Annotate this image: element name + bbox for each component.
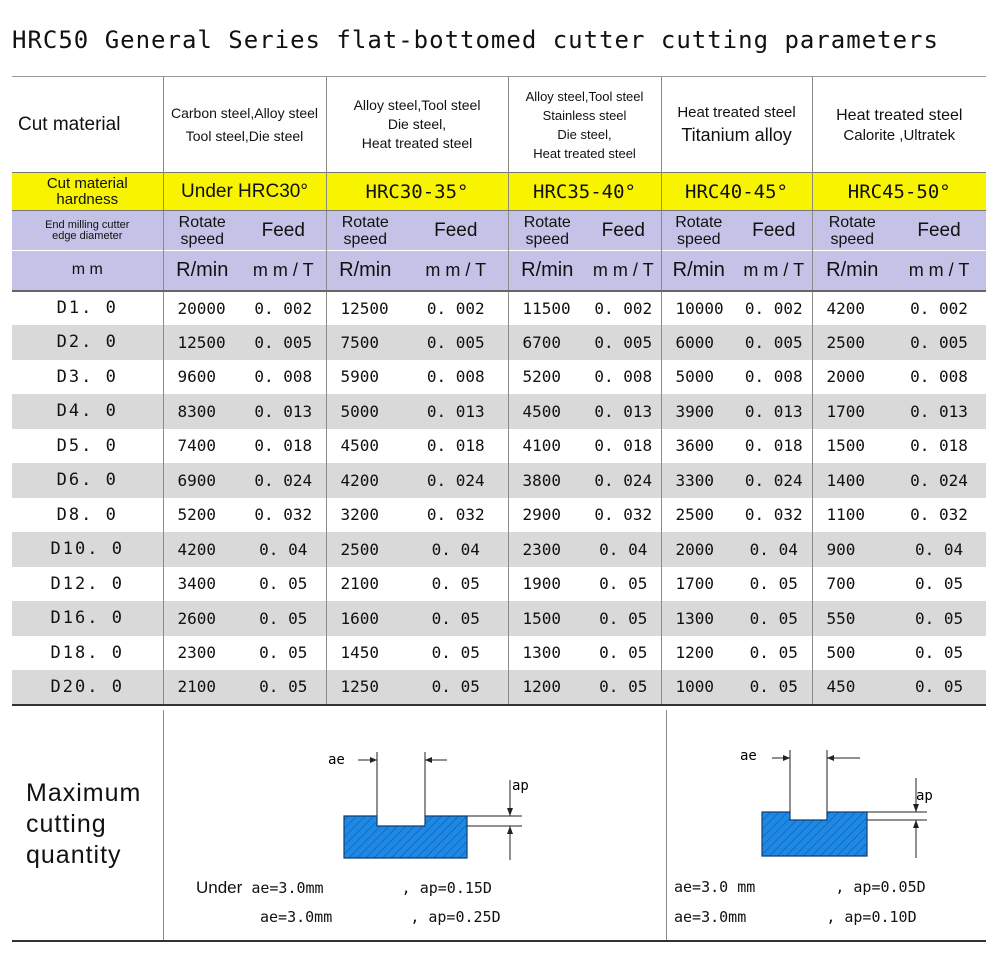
formula-ap: , ap=0.10D xyxy=(826,908,917,926)
feed-cell: 0. 05 xyxy=(259,643,308,663)
formula-left-1 xyxy=(196,878,492,898)
feed-cell: 0. 018 xyxy=(426,436,485,456)
feed-cell: 0. 032 xyxy=(254,505,313,525)
diameter-cell: D5. 0 xyxy=(56,435,118,456)
rotate-speed-cell: 1250 xyxy=(326,670,404,705)
material-group-4 xyxy=(661,77,812,173)
table-row xyxy=(12,429,986,464)
material-line: Heat treated steel xyxy=(533,145,636,161)
material-group-3 xyxy=(508,77,661,173)
rotate-speed-cell: 1500 xyxy=(508,601,586,636)
rotate-speed-cell: 12500 xyxy=(326,291,404,326)
rotate-speed-cell: 1000 xyxy=(661,670,736,705)
feed-header: Feed xyxy=(404,211,508,251)
unit-rpm: R/min xyxy=(508,251,586,291)
rotate-speed-cell: 12500 xyxy=(163,325,241,360)
rotate-speed-header: Rotate speed xyxy=(508,211,586,251)
rotate-speed-header: Rotate speed xyxy=(661,211,736,251)
feed-cell: 0. 024 xyxy=(241,463,326,498)
parameters-table-wrap xyxy=(12,76,986,706)
feed-cell: 0. 005 xyxy=(241,325,326,360)
feed-cell: 0. 04 xyxy=(404,532,508,567)
hardness-value: HRC40-45° xyxy=(661,173,812,211)
feed-cell: 0. 013 xyxy=(736,394,812,429)
rotate-speed-cell: 4200 xyxy=(163,532,241,567)
feed-cell: 0. 04 xyxy=(736,532,812,567)
rotate-speed-cell: 4100 xyxy=(508,429,586,464)
rotate-speed-cell: 3900 xyxy=(661,394,736,429)
max-cutting-section xyxy=(12,710,986,942)
feed-cell: 0. 05 xyxy=(586,670,661,705)
feed-cell: 0. 002 xyxy=(426,298,485,318)
feed-cell: 0. 024 xyxy=(892,463,986,498)
rotate-speed-cell: 1100 xyxy=(812,498,892,533)
feed-cell: 0. 05 xyxy=(892,670,986,705)
unit-rpm: R/min xyxy=(812,251,892,291)
cut-diagram-left xyxy=(322,740,532,870)
rotate-speed-cell: 1300 xyxy=(661,601,736,636)
material-row xyxy=(12,77,986,173)
feed-cell: 0. 002 xyxy=(744,298,803,318)
rotate-speed-cell: 2500 xyxy=(661,498,736,533)
diameter-cell: D18. 0 xyxy=(50,642,124,663)
rotate-speed-cell: 1200 xyxy=(661,636,736,671)
formula-ap: , ap=0.15D xyxy=(401,879,492,897)
feed-cell: 0. 032 xyxy=(426,505,485,525)
feed-cell: 0. 05 xyxy=(736,670,812,705)
rotate-speed-header: Rotate speed xyxy=(812,211,892,251)
rotate-speed-cell: 1500 xyxy=(812,429,892,464)
diameter-cell: D12. 0 xyxy=(50,573,124,594)
feed-cell: 0. 018 xyxy=(254,436,313,456)
rotate-speed-cell: 3200 xyxy=(326,498,404,533)
rotate-speed-cell: 6700 xyxy=(508,325,586,360)
hardness-label: Cut material hardness xyxy=(12,173,163,211)
feed-cell: 0. 05 xyxy=(431,643,480,663)
rotate-speed-cell: 5900 xyxy=(326,360,404,395)
feed-cell: 0. 05 xyxy=(599,574,648,594)
workpiece-block xyxy=(344,816,467,858)
unit-rpm: R/min xyxy=(326,251,404,291)
feed-cell: 0. 05 xyxy=(599,643,648,663)
feed-cell: 0. 05 xyxy=(241,601,326,636)
max-cutting-label-line: quantity xyxy=(26,841,122,869)
diameter-cell: D2. 0 xyxy=(12,325,163,360)
feed-cell: 0. 002 xyxy=(594,298,653,318)
material-line: Calorite ,Ultratek xyxy=(843,126,956,144)
formula-left-2 xyxy=(260,908,501,926)
feed-cell: 0. 05 xyxy=(259,574,308,594)
formula-ae: ae=3.0mm xyxy=(260,908,333,926)
rotate-speed-cell: 8300 xyxy=(163,394,241,429)
unit-feed: m m / T xyxy=(736,251,812,291)
hardness-value: HRC35-40° xyxy=(508,173,661,211)
feed-cell: 0. 05 xyxy=(241,670,326,705)
feed-header: Feed xyxy=(586,211,661,251)
workpiece-block xyxy=(762,812,867,856)
rotate-speed-cell: 1300 xyxy=(508,636,586,671)
rotate-speed-cell: 4500 xyxy=(326,429,404,464)
diameter-cell: D4. 0 xyxy=(12,394,163,429)
rotate-speed-header: Rotate speed xyxy=(163,211,241,251)
material-line: Carbon steel,Alloy steel xyxy=(170,104,319,121)
formula-ap: , ap=0.05D xyxy=(835,878,926,896)
formula-ae: ae=3.0 mm xyxy=(674,878,756,896)
rotate-speed-cell: 550 xyxy=(812,601,892,636)
feed-cell: 0. 005 xyxy=(586,325,661,360)
rotate-speed-cell: 3300 xyxy=(661,463,736,498)
rotate-speed-cell: 500 xyxy=(812,636,892,671)
max-cutting-label-line: cutting xyxy=(26,810,107,838)
feed-cell: 0. 05 xyxy=(404,670,508,705)
diameter-cell: D6. 0 xyxy=(12,463,163,498)
rotate-speed-cell: 900 xyxy=(812,532,892,567)
rotate-speed-cell: 2000 xyxy=(812,360,892,395)
feed-cell: 0. 05 xyxy=(404,601,508,636)
rotate-speed-cell: 2500 xyxy=(326,532,404,567)
material-line: Heat treated steel xyxy=(677,104,796,121)
feed-cell: 0. 013 xyxy=(241,394,326,429)
feed-cell: 0. 008 xyxy=(744,367,803,387)
rotate-speed-cell: 1450 xyxy=(326,636,404,671)
rotate-speed-cell: 1200 xyxy=(508,670,586,705)
table-row xyxy=(12,291,986,326)
unit-mm: m m xyxy=(12,251,163,291)
rotate-speed-cell: 2000 xyxy=(661,532,736,567)
table-row xyxy=(12,532,986,567)
rotate-speed-cell: 3400 xyxy=(163,567,241,602)
max-cutting-label-line: Maximum xyxy=(26,779,142,807)
formula-ae: ae=3.0mm xyxy=(674,908,747,926)
feed-cell: 0. 05 xyxy=(431,574,480,594)
rotate-speed-cell: 1600 xyxy=(326,601,404,636)
table-row xyxy=(12,325,986,360)
table-row xyxy=(12,498,986,533)
rotate-speed-cell: 6900 xyxy=(163,463,241,498)
material-line: Alloy steel,Tool steel xyxy=(353,97,481,113)
unit-rpm: R/min xyxy=(661,251,736,291)
rotate-speed-cell: 1900 xyxy=(508,567,586,602)
material-group-2 xyxy=(326,77,508,173)
feed-cell: 0. 005 xyxy=(736,325,812,360)
column-header-row xyxy=(12,211,986,251)
feed-cell: 0. 005 xyxy=(404,325,508,360)
diameter-cell: D10. 0 xyxy=(12,532,163,567)
ae-label: ae xyxy=(328,752,345,768)
rotate-speed-cell: 5000 xyxy=(326,394,404,429)
rotate-speed-cell: 5200 xyxy=(163,498,241,533)
rotate-speed-cell: 11500 xyxy=(508,291,586,326)
rotate-speed-cell: 2900 xyxy=(508,498,586,533)
unit-row xyxy=(12,251,986,291)
rotate-speed-cell: 9600 xyxy=(163,360,241,395)
material-line: Die steel, xyxy=(387,116,447,132)
hardness-value: Under HRC30° xyxy=(163,173,326,211)
feed-cell: 0. 013 xyxy=(892,394,986,429)
unit-feed: m m / T xyxy=(241,251,326,291)
formula-right-1 xyxy=(674,878,926,896)
rotate-speed-cell: 3800 xyxy=(508,463,586,498)
feed-cell: 0. 05 xyxy=(914,643,964,663)
feed-cell: 0. 05 xyxy=(892,601,986,636)
diameter-cell: D1. 0 xyxy=(56,298,118,319)
rotate-speed-cell: 4200 xyxy=(812,291,892,326)
feed-cell: 0. 008 xyxy=(426,367,485,387)
diameter-cell: D8. 0 xyxy=(56,504,118,525)
rotate-speed-cell: 20000 xyxy=(163,291,241,326)
rotate-speed-header: Rotate speed xyxy=(326,211,404,251)
max-cutting-label xyxy=(26,778,141,871)
table-row xyxy=(12,567,986,602)
rotate-speed-cell: 2300 xyxy=(163,636,241,671)
rotate-speed-cell: 5200 xyxy=(508,360,586,395)
feed-cell: 0. 013 xyxy=(404,394,508,429)
feed-cell: 0. 024 xyxy=(736,463,812,498)
feed-cell: 0. 05 xyxy=(749,643,798,663)
feed-cell: 0. 024 xyxy=(404,463,508,498)
hardness-value: HRC30-35° xyxy=(326,173,508,211)
rotate-speed-cell: 700 xyxy=(812,567,892,602)
rotate-speed-cell: 3600 xyxy=(661,429,736,464)
ae-label: ae xyxy=(740,748,757,764)
rotate-speed-cell: 450 xyxy=(812,670,892,705)
ap-label: ap xyxy=(512,778,529,794)
rotate-speed-cell: 5000 xyxy=(661,360,736,395)
diameter-cell: D16. 0 xyxy=(12,601,163,636)
feed-cell: 0. 024 xyxy=(586,463,661,498)
rotate-speed-cell: 4500 xyxy=(508,394,586,429)
parameters-table xyxy=(12,76,986,706)
rotate-speed-cell: 10000 xyxy=(661,291,736,326)
rotate-speed-cell: 2100 xyxy=(163,670,241,705)
feed-cell: 0. 04 xyxy=(241,532,326,567)
feed-header: Feed xyxy=(736,211,812,251)
feed-cell: 0. 032 xyxy=(744,505,803,525)
rotate-speed-cell: 7400 xyxy=(163,429,241,464)
rotate-speed-cell: 1700 xyxy=(661,567,736,602)
feed-cell: 0. 008 xyxy=(254,367,313,387)
feed-header: Feed xyxy=(241,211,326,251)
hardness-row xyxy=(12,173,986,211)
under-label: Under xyxy=(196,878,243,897)
feed-cell: 0. 05 xyxy=(586,601,661,636)
feed-cell: 0. 005 xyxy=(892,325,986,360)
cut-diagram-right xyxy=(732,740,962,870)
feed-cell: 0. 05 xyxy=(749,574,798,594)
feed-cell: 0. 013 xyxy=(586,394,661,429)
unit-feed: m m / T xyxy=(586,251,661,291)
material-line: Tool steel,Die steel xyxy=(185,127,304,144)
feed-cell: 0. 05 xyxy=(914,574,964,594)
rotate-speed-cell: 2100 xyxy=(326,567,404,602)
rotate-speed-cell: 1700 xyxy=(812,394,892,429)
table-row xyxy=(12,360,986,395)
feed-cell: 0. 032 xyxy=(594,505,653,525)
diameter-cell: D3. 0 xyxy=(56,366,118,387)
feed-cell: 0. 018 xyxy=(910,436,968,456)
material-line: Alloy steel,Tool steel xyxy=(525,88,644,104)
rotate-speed-cell: 2500 xyxy=(812,325,892,360)
formula-right-2 xyxy=(674,908,917,926)
unit-feed: m m / T xyxy=(892,251,986,291)
rotate-speed-cell: 7500 xyxy=(326,325,404,360)
rotate-speed-cell: 4200 xyxy=(326,463,404,498)
material-line: Heat treated steel xyxy=(836,106,963,124)
material-line: Titanium alloy xyxy=(681,125,792,145)
rotate-speed-cell: 1400 xyxy=(812,463,892,498)
feed-cell: 0. 04 xyxy=(892,532,986,567)
formula-ap: , ap=0.25D xyxy=(410,908,501,926)
feed-cell: 0. 008 xyxy=(910,367,968,387)
diameter-cell: D20. 0 xyxy=(12,670,163,705)
material-line: Heat treated steel xyxy=(361,135,473,151)
hardness-value: HRC45-50° xyxy=(812,173,986,211)
feed-cell: 0. 05 xyxy=(736,601,812,636)
feed-cell: 0. 018 xyxy=(594,436,653,456)
table-row xyxy=(12,670,986,705)
rotate-speed-cell: 6000 xyxy=(661,325,736,360)
rotate-speed-cell: 2600 xyxy=(163,601,241,636)
feed-cell: 0. 002 xyxy=(910,298,968,318)
ap-label: ap xyxy=(916,788,933,804)
material-group-5 xyxy=(812,77,986,173)
table-row xyxy=(12,394,986,429)
feed-cell: 0. 002 xyxy=(254,298,313,318)
table-row xyxy=(12,636,986,671)
material-line: Die steel, xyxy=(557,126,612,142)
page-title: HRC50 General Series flat-bottomed cutter cutting parameters xyxy=(12,26,939,54)
material-group-1 xyxy=(163,77,326,173)
feed-cell: 0. 04 xyxy=(586,532,661,567)
feed-cell: 0. 032 xyxy=(910,505,968,525)
cut-material-label: Cut material xyxy=(12,77,163,173)
feed-cell: 0. 008 xyxy=(594,367,653,387)
table-row xyxy=(12,601,986,636)
unit-rpm: R/min xyxy=(163,251,241,291)
table-row xyxy=(12,463,986,498)
diameter-label: End milling cutter edge diameter xyxy=(12,211,163,251)
rotate-speed-cell: 2300 xyxy=(508,532,586,567)
feed-cell: 0. 018 xyxy=(744,436,803,456)
formula-ae: ae=3.0mm xyxy=(251,879,324,897)
material-line: Stainless steel xyxy=(542,107,627,123)
unit-feed: m m / T xyxy=(404,251,508,291)
feed-header: Feed xyxy=(892,211,986,251)
